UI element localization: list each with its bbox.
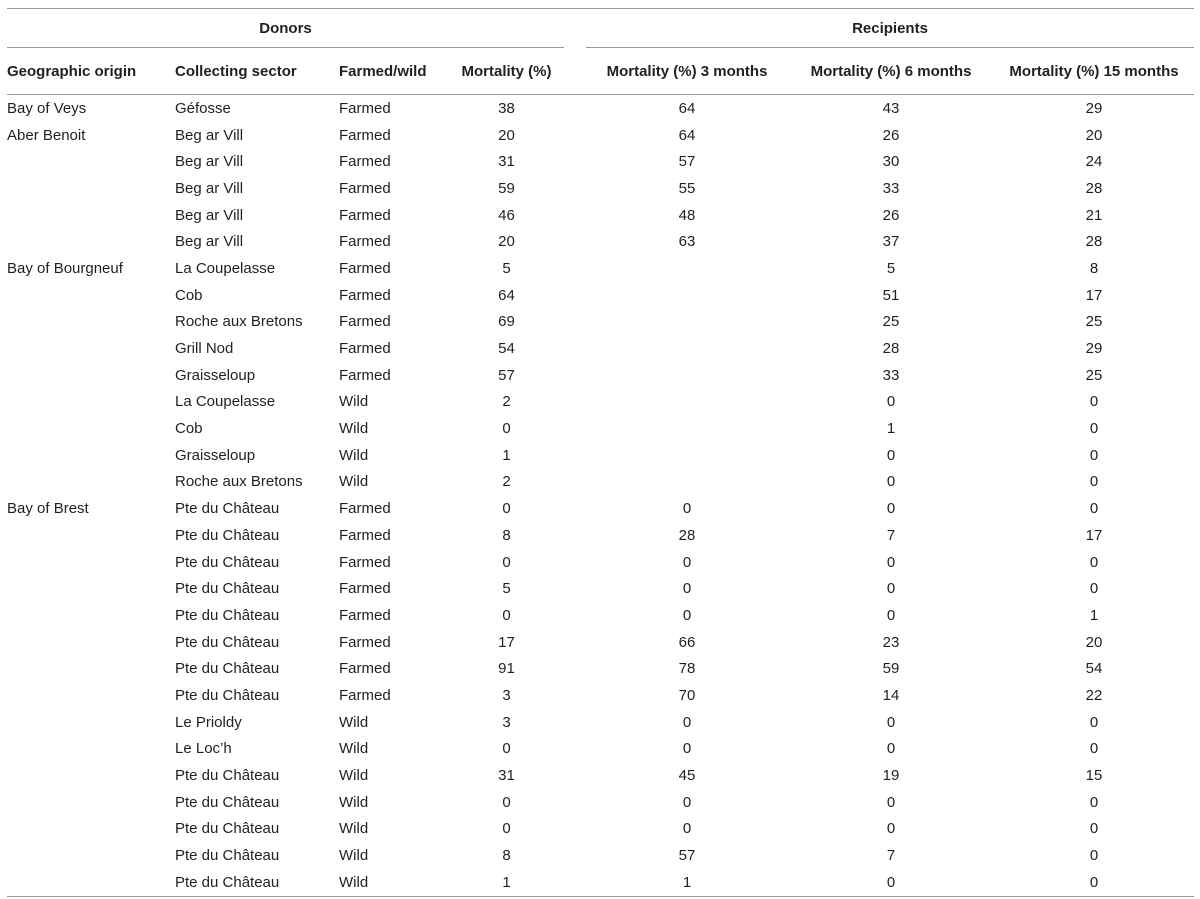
cell-origin	[7, 816, 175, 843]
cell-origin	[7, 469, 175, 496]
cell-sector: Pte du Château	[175, 793, 280, 811]
cell-type: Farmed	[339, 580, 391, 598]
cell-m3: 70	[678, 686, 696, 704]
table-row	[7, 282, 1194, 309]
cell-mortality: 5	[502, 259, 511, 277]
table-row	[7, 789, 1194, 816]
cell-m3: 0	[682, 500, 692, 518]
cell-sector: Pte du Château	[175, 580, 280, 598]
cell-m15: 25	[1085, 366, 1103, 384]
cell-m3: 48	[678, 206, 696, 224]
cell-type: Farmed	[339, 99, 391, 117]
cell-m6: 26	[882, 206, 900, 224]
cell-mortality: 54	[498, 340, 515, 358]
cell-m3: 57	[678, 153, 696, 171]
cell-origin: Bay of Veys	[7, 99, 87, 117]
cell-m6: 0	[886, 580, 896, 598]
cell-m15: 0	[1089, 500, 1099, 518]
cell-gap	[564, 469, 586, 496]
cell-gap	[564, 362, 586, 389]
cell-gap	[564, 522, 586, 549]
cell-m3	[586, 415, 788, 442]
cell-m3: 1	[586, 869, 788, 896]
cell-origin	[7, 522, 175, 549]
cell-mortality: 0	[502, 606, 511, 624]
cell-gap	[564, 442, 586, 469]
cell-gap	[564, 602, 586, 629]
cell-m15: 0	[1089, 580, 1099, 598]
cell-m3: 0	[682, 713, 692, 731]
cell-sector: Grill Nod	[175, 340, 234, 358]
cell-gap	[564, 282, 586, 309]
cell-mortality: 91	[498, 660, 515, 678]
cell-type: Wild	[339, 473, 369, 491]
cell-type: Farmed	[339, 526, 391, 544]
cell-sector: Le Loc’h	[175, 740, 232, 758]
cell-sector: Beg ar Vill	[175, 153, 244, 171]
table-row	[7, 362, 1194, 389]
cell-m3	[586, 282, 788, 309]
cell-m15: 24	[1085, 153, 1103, 171]
cell-mortality: 2	[502, 473, 511, 491]
table-row	[7, 736, 1194, 763]
cell-type: Wild	[339, 869, 449, 896]
cell-m3: 66	[678, 633, 696, 651]
cell-sector: Cob	[175, 286, 203, 304]
cell-m15: 0	[1089, 553, 1099, 571]
cell-mortality: 17	[498, 633, 515, 651]
cell-origin	[7, 175, 175, 202]
cell-m15: 21	[1085, 206, 1103, 224]
cell-m3: 63	[678, 233, 696, 251]
cell-type: Wild	[339, 740, 369, 758]
cell-m6: 0	[886, 820, 896, 838]
mortality-table	[7, 8, 1194, 897]
cell-m15: 8	[1089, 259, 1099, 277]
cell-type: Wild	[339, 393, 369, 411]
cell-origin	[7, 709, 175, 736]
cell-m6: 0	[886, 606, 896, 624]
cell-m6: 1	[886, 420, 896, 438]
cell-sector: La Coupelasse	[175, 393, 276, 411]
cell-sector: Pte du Château	[175, 553, 280, 571]
cell-sector: Roche aux Bretons	[175, 473, 303, 491]
table-body	[7, 95, 1194, 897]
cell-m3: 45	[678, 767, 696, 785]
cell-mortality: 0	[502, 553, 511, 571]
cell-m6: 33	[882, 366, 900, 384]
cell-m3: 0	[682, 580, 692, 598]
cell-origin: Bay of Brest	[7, 500, 89, 518]
cell-origin	[7, 682, 175, 709]
cell-gap	[564, 736, 586, 763]
cell-m6: 0	[886, 740, 896, 758]
cell-sector: Pte du Château	[175, 767, 280, 785]
cell-m6: 19	[882, 767, 900, 785]
table-row	[7, 95, 1194, 122]
col-header-m15: Mortality (%) 15 months	[994, 48, 1194, 95]
cell-type: Farmed	[339, 660, 391, 678]
cell-mortality: 0	[502, 740, 511, 758]
cell-m6: 7	[886, 526, 896, 544]
cell-m15: 28	[1085, 233, 1103, 251]
table-row	[7, 842, 1194, 869]
table-row	[7, 495, 1194, 522]
cell-m6: 0	[886, 500, 896, 518]
cell-mortality: 0	[502, 820, 511, 838]
table-row	[7, 389, 1194, 416]
cell-sector: La Coupelasse	[175, 259, 276, 277]
cell-origin	[7, 228, 175, 255]
cell-sector: Pte du Château	[175, 869, 339, 896]
cell-m15: 1	[1089, 606, 1099, 624]
cell-m3: 78	[678, 660, 696, 678]
cell-m6: 37	[882, 233, 900, 251]
cell-origin: Aber Benoit	[7, 126, 86, 144]
cell-sector: Graisseloup	[175, 366, 256, 384]
cell-type: Farmed	[339, 553, 391, 571]
cell-mortality: 59	[498, 179, 515, 197]
cell-sector: Roche aux Bretons	[175, 313, 303, 331]
cell-mortality: 31	[498, 153, 515, 171]
cell-m3: 0	[682, 606, 692, 624]
table-row	[7, 629, 1194, 656]
cell-mortality: 3	[502, 713, 511, 731]
cell-m6: 59	[882, 660, 900, 678]
table-row	[7, 869, 1194, 896]
cell-origin	[7, 549, 175, 576]
cell-m15: 0	[1089, 420, 1099, 438]
cell-origin	[7, 309, 175, 336]
table-row	[7, 175, 1194, 202]
cell-m15: 0	[994, 869, 1194, 896]
cell-type: Farmed	[339, 633, 391, 651]
col-header-m3: Mortality (%) 3 months	[586, 48, 788, 95]
cell-origin	[7, 869, 175, 896]
cell-m15: 29	[1085, 340, 1103, 358]
cell-origin	[7, 575, 175, 602]
table-row	[7, 202, 1194, 229]
cell-sector: Pte du Château	[175, 500, 280, 518]
table-row	[7, 309, 1194, 336]
cell-gap	[564, 95, 586, 122]
cell-mortality: 20	[498, 233, 515, 251]
cell-m3: 28	[678, 526, 696, 544]
cell-m3: 57	[678, 847, 696, 865]
cell-type: Farmed	[339, 259, 391, 277]
cell-type: Wild	[339, 793, 369, 811]
cell-origin	[7, 362, 175, 389]
cell-sector: Beg ar Vill	[175, 179, 244, 197]
cell-type: Farmed	[339, 206, 391, 224]
cell-sector: Pte du Château	[175, 526, 280, 544]
cell-mortality: 8	[502, 847, 511, 865]
cell-sector: Beg ar Vill	[175, 206, 244, 224]
cell-m6: 7	[886, 847, 896, 865]
cell-m3	[586, 442, 788, 469]
col-header-origin: Geographic origin	[7, 48, 175, 95]
cell-type: Wild	[339, 820, 369, 838]
cell-sector: Pte du Château	[175, 606, 280, 624]
cell-m3	[586, 389, 788, 416]
cell-sector: Pte du Château	[175, 660, 280, 678]
cell-gap	[564, 816, 586, 843]
col-header-mortality: Mortality (%)	[449, 48, 564, 95]
cell-origin	[7, 842, 175, 869]
cell-type: Farmed	[339, 126, 391, 144]
table-row	[7, 816, 1194, 843]
table-row	[7, 415, 1194, 442]
cell-m6: 51	[882, 286, 900, 304]
cell-m15: 0	[1089, 740, 1099, 758]
cell-m6: 23	[882, 633, 900, 651]
cell-m6: 30	[882, 153, 900, 171]
col-header-m6: Mortality (%) 6 months	[788, 48, 994, 95]
cell-origin	[7, 202, 175, 229]
cell-gap	[564, 762, 586, 789]
cell-gap	[564, 228, 586, 255]
col-header-sector: Collecting sector	[175, 48, 339, 95]
cell-sector: Pte du Château	[175, 633, 280, 651]
cell-mortality: 1	[449, 869, 564, 896]
cell-m15: 28	[1085, 179, 1103, 197]
cell-type: Wild	[339, 767, 369, 785]
cell-gap	[564, 495, 586, 522]
table-row	[7, 469, 1194, 496]
cell-gap	[564, 389, 586, 416]
table-row	[7, 709, 1194, 736]
cell-m6: 43	[882, 99, 900, 117]
col-header-gap	[564, 48, 586, 95]
group-header-row	[7, 9, 1194, 48]
cell-m3	[586, 469, 788, 496]
cell-m15: 0	[1089, 713, 1099, 731]
cell-m15: 0	[1089, 393, 1099, 411]
cell-m15: 0	[1089, 820, 1099, 838]
cell-m3	[586, 362, 788, 389]
cell-m6: 0	[886, 713, 896, 731]
column-header-row	[7, 48, 1194, 95]
cell-m6: 28	[882, 340, 900, 358]
cell-mortality: 20	[498, 126, 515, 144]
cell-m6: 14	[882, 686, 900, 704]
cell-type: Farmed	[339, 286, 391, 304]
cell-gap	[564, 655, 586, 682]
cell-sector: Cob	[175, 420, 203, 438]
cell-m15: 20	[1085, 126, 1103, 144]
table-row	[7, 575, 1194, 602]
cell-type: Farmed	[339, 153, 391, 171]
cell-sector: Pte du Château	[175, 820, 280, 838]
cell-mortality: 38	[498, 99, 515, 117]
cell-sector: Graisseloup	[175, 446, 256, 464]
cell-mortality: 1	[502, 446, 511, 464]
cell-m3: 64	[678, 99, 696, 117]
cell-sector: Beg ar Vill	[175, 233, 244, 251]
cell-m15: 17	[1085, 526, 1103, 544]
donors-group-header: Donors	[7, 9, 564, 48]
table-row	[7, 148, 1194, 175]
recipients-group-header: Recipients	[586, 9, 1194, 48]
table-row	[7, 335, 1194, 362]
cell-m3: 64	[678, 126, 696, 144]
cell-type: Farmed	[339, 686, 391, 704]
cell-mortality: 69	[498, 313, 515, 331]
cell-m3: 0	[682, 820, 692, 838]
table-row	[7, 228, 1194, 255]
cell-type: Farmed	[339, 606, 391, 624]
cell-m15: 0	[1089, 793, 1099, 811]
table-row	[7, 442, 1194, 469]
col-header-type: Farmed/wild	[339, 48, 449, 95]
cell-gap	[564, 842, 586, 869]
cell-gap	[564, 869, 586, 896]
cell-type: Farmed	[339, 366, 391, 384]
cell-gap	[564, 309, 586, 336]
cell-m6: 0	[886, 393, 896, 411]
cell-m15: 25	[1085, 313, 1103, 331]
cell-origin	[7, 389, 175, 416]
cell-m15: 54	[1085, 660, 1103, 678]
cell-m15: 22	[1085, 686, 1103, 704]
cell-origin	[7, 655, 175, 682]
cell-m15: 17	[1085, 286, 1103, 304]
cell-m6: 26	[882, 126, 900, 144]
cell-gap	[564, 682, 586, 709]
cell-m6: 33	[882, 179, 900, 197]
cell-origin	[7, 629, 175, 656]
cell-mortality: 5	[502, 580, 511, 598]
cell-gap	[564, 575, 586, 602]
table-row	[7, 522, 1194, 549]
cell-sector: Beg ar Vill	[175, 126, 244, 144]
cell-m15: 29	[1085, 99, 1103, 117]
cell-origin	[7, 762, 175, 789]
cell-gap	[564, 148, 586, 175]
cell-type: Farmed	[339, 500, 391, 518]
cell-mortality: 46	[498, 206, 515, 224]
cell-m6: 0	[788, 869, 994, 896]
cell-origin	[7, 736, 175, 763]
table-row	[7, 602, 1194, 629]
cell-mortality: 0	[502, 793, 511, 811]
cell-sector: Pte du Château	[175, 847, 280, 865]
cell-gap	[564, 549, 586, 576]
cell-mortality: 0	[502, 420, 511, 438]
cell-type: Wild	[339, 446, 369, 464]
cell-m6: 0	[886, 473, 896, 491]
cell-m3	[586, 255, 788, 282]
table-row	[7, 255, 1194, 282]
cell-gap	[564, 175, 586, 202]
cell-origin: Bay of Bourgneuf	[7, 259, 123, 277]
cell-m3: 0	[682, 740, 692, 758]
cell-origin	[7, 789, 175, 816]
cell-mortality: 57	[498, 366, 515, 384]
cell-mortality: 0	[502, 500, 511, 518]
table-row	[7, 655, 1194, 682]
cell-m3: 55	[678, 179, 696, 197]
cell-origin	[7, 148, 175, 175]
cell-m3	[586, 309, 788, 336]
cell-mortality: 8	[502, 526, 511, 544]
cell-m6: 0	[886, 446, 896, 464]
cell-gap	[564, 122, 586, 149]
cell-mortality: 2	[502, 393, 511, 411]
cell-gap	[564, 709, 586, 736]
group-header-gap	[564, 9, 586, 48]
cell-sector: Le Prioldy	[175, 713, 242, 731]
cell-sector: Pte du Château	[175, 686, 280, 704]
cell-gap	[564, 335, 586, 362]
cell-gap	[564, 255, 586, 282]
cell-origin	[7, 335, 175, 362]
cell-m15: 0	[1089, 847, 1099, 865]
cell-m15: 0	[1089, 473, 1099, 491]
cell-gap	[564, 415, 586, 442]
cell-mortality: 31	[498, 767, 515, 785]
cell-type: Farmed	[339, 233, 391, 251]
cell-origin	[7, 442, 175, 469]
cell-origin	[7, 282, 175, 309]
cell-m6: 0	[886, 793, 896, 811]
cell-type: Wild	[339, 847, 369, 865]
table-row	[7, 762, 1194, 789]
cell-m15: 20	[1085, 633, 1103, 651]
cell-gap	[564, 202, 586, 229]
cell-origin	[7, 602, 175, 629]
cell-mortality: 64	[498, 286, 515, 304]
cell-type: Farmed	[339, 340, 391, 358]
cell-m6: 25	[882, 313, 900, 331]
cell-sector: Géfosse	[175, 99, 231, 117]
cell-m15: 15	[1085, 767, 1103, 785]
cell-m6: 0	[886, 553, 896, 571]
cell-m3	[586, 335, 788, 362]
cell-type: Farmed	[339, 179, 391, 197]
cell-origin	[7, 415, 175, 442]
table-row	[7, 549, 1194, 576]
cell-type: Wild	[339, 420, 369, 438]
cell-m3: 0	[682, 793, 692, 811]
table-row	[7, 682, 1194, 709]
cell-m6: 5	[886, 259, 896, 277]
cell-type: Wild	[339, 713, 369, 731]
cell-gap	[564, 789, 586, 816]
table-row	[7, 122, 1194, 149]
cell-m15: 0	[1089, 446, 1099, 464]
cell-mortality: 3	[502, 686, 511, 704]
cell-type: Farmed	[339, 313, 391, 331]
cell-gap	[564, 629, 586, 656]
cell-m3: 0	[682, 553, 692, 571]
